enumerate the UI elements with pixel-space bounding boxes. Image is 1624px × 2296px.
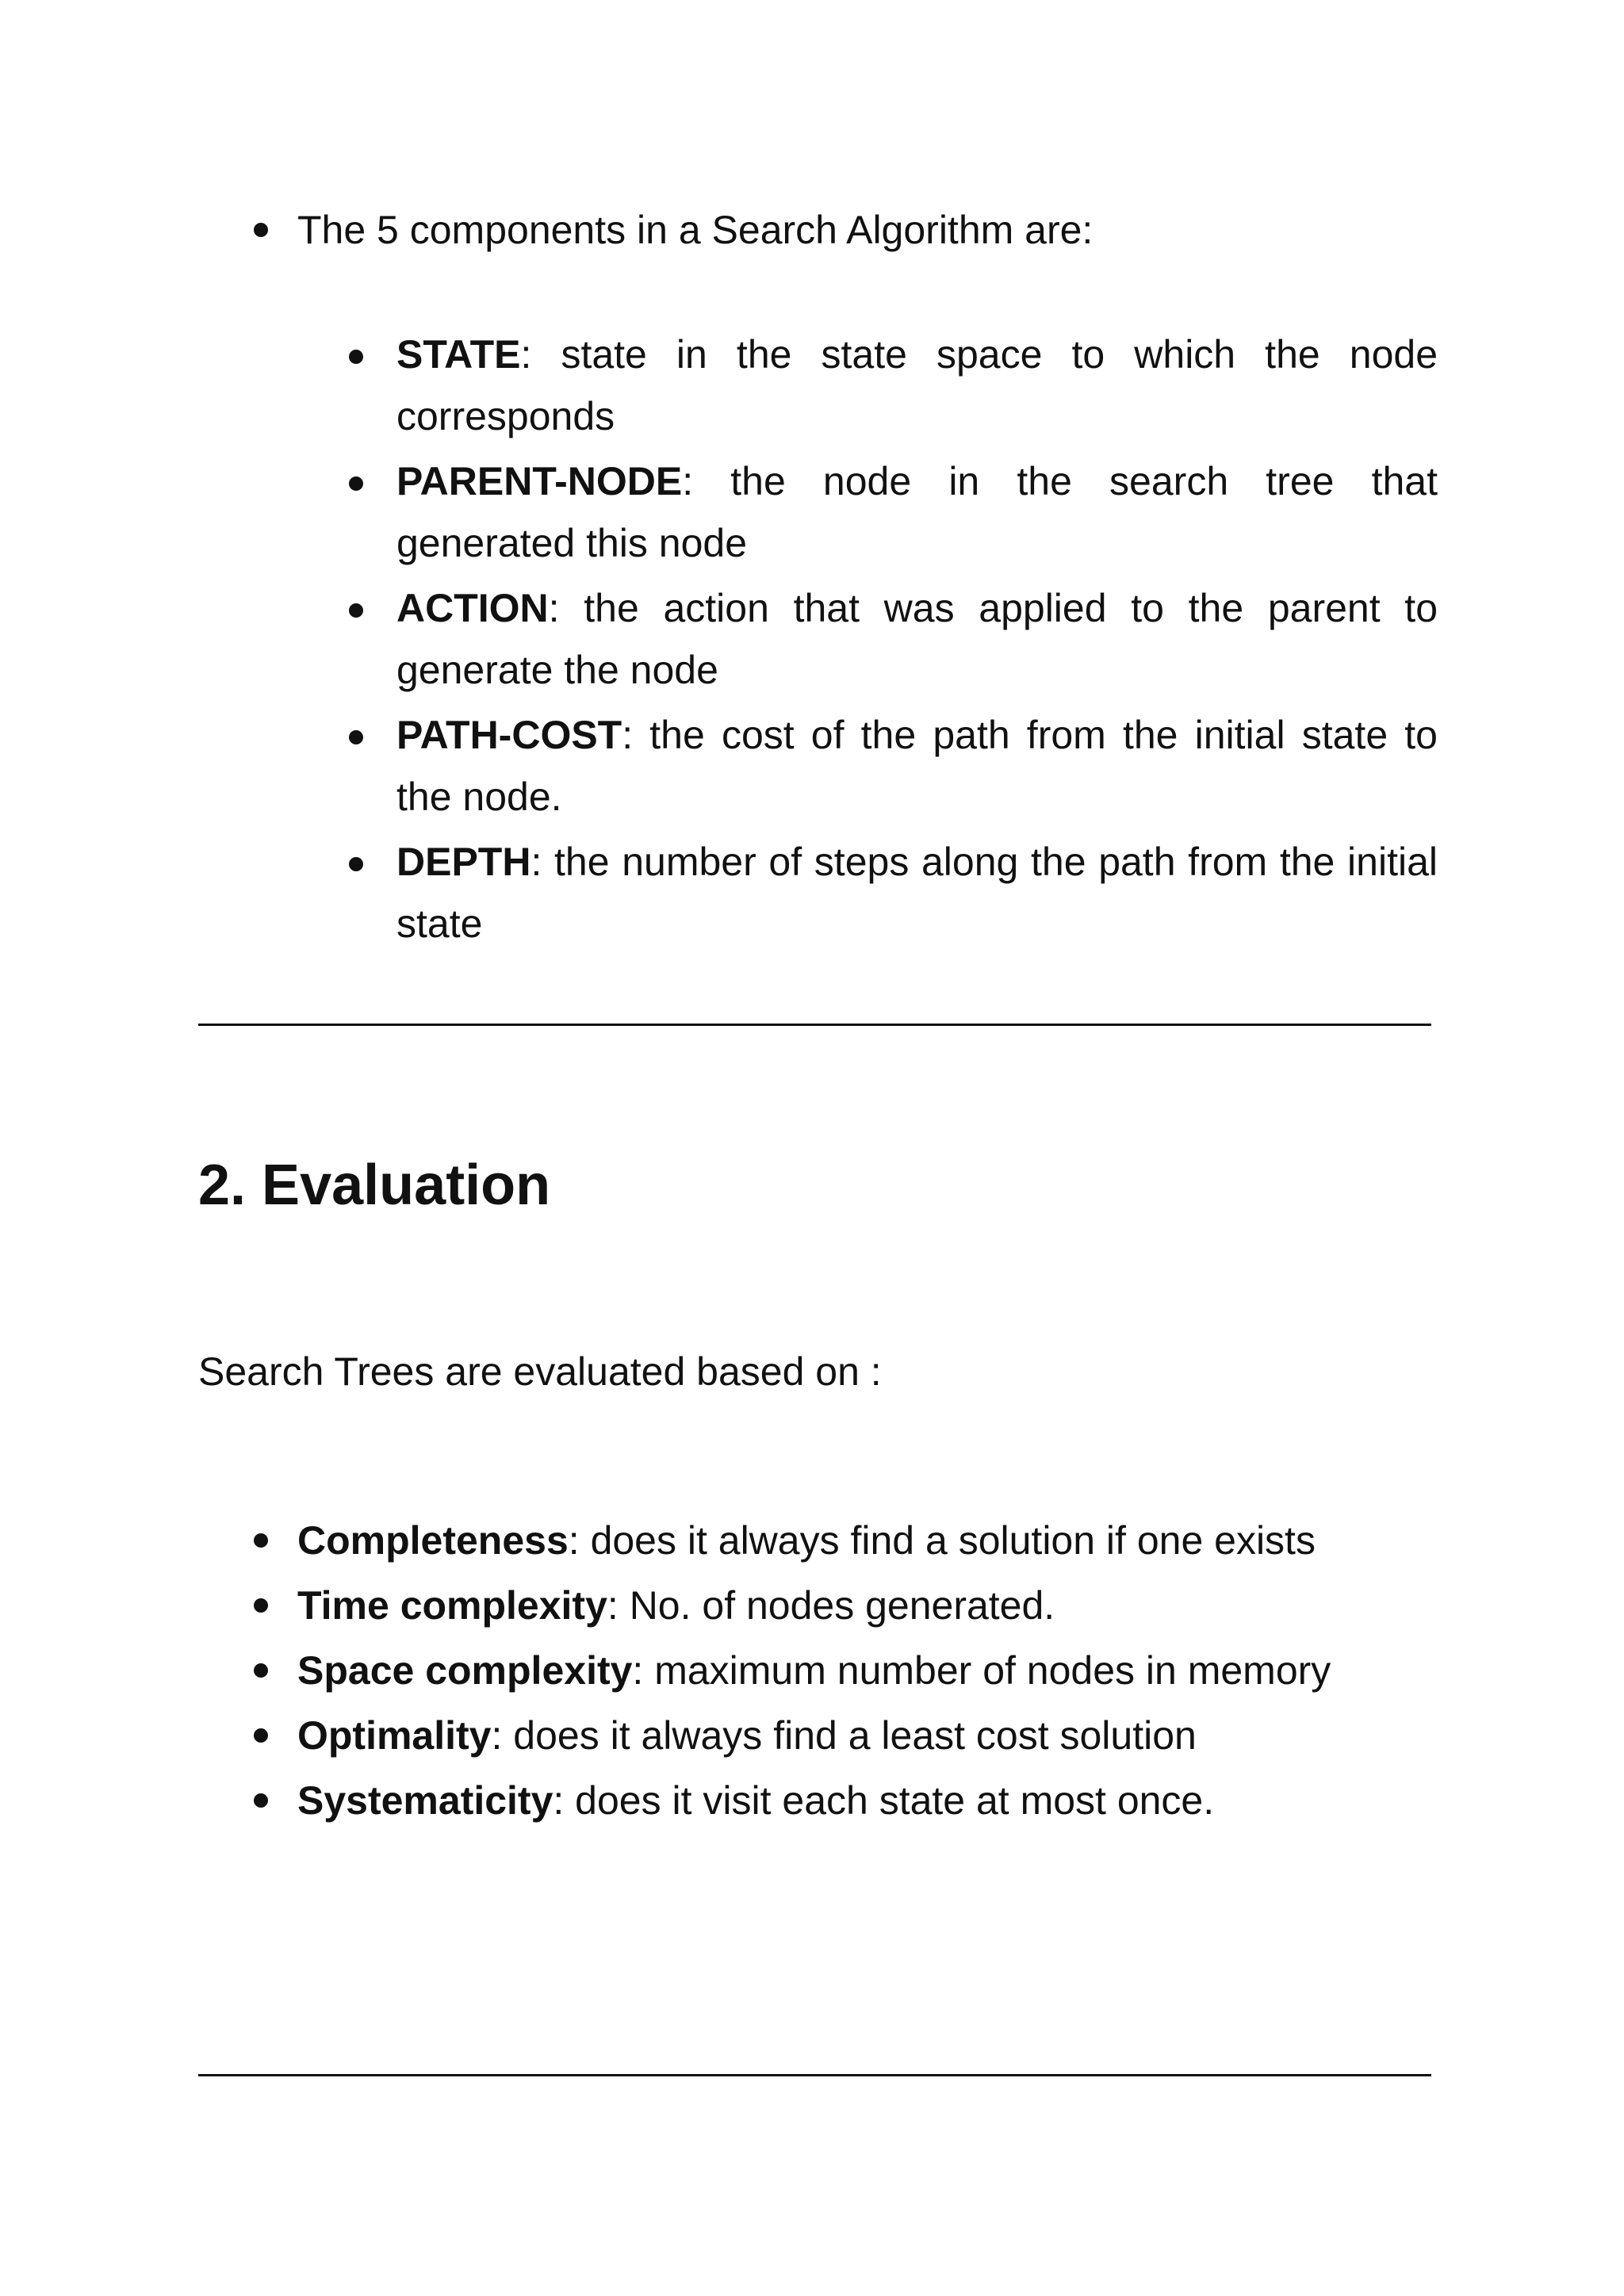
intro-bullet-text: The 5 components in a Search Algorithm are: [297,208,1094,252]
criteria-item [297,1509,1471,1572]
criteria-term: Completeness [297,1518,569,1563]
criteria-term: Time complexity [297,1583,607,1628]
bullet-icon [349,603,363,618]
criteria-desc: : maximum number of nodes in memory [632,1648,1331,1693]
criteria-item [297,1704,1471,1767]
criteria-desc: : No. of nodes generated. [607,1583,1055,1628]
component-term: ACTION [396,586,549,630]
criteria-desc: : does it always find a solution if one exists [568,1518,1316,1563]
bullet-icon [254,223,268,237]
bullet-icon [254,1598,268,1613]
bullet-icon [254,1663,268,1678]
criteria-desc: : does it always find a least cost solution [491,1713,1197,1758]
component-desc: : state in the state space to which the node corresponds [396,332,1438,438]
component-desc: : the cost of the path from the initial state to the node. [396,713,1438,819]
bullet-icon [349,857,363,871]
component-term: STATE [396,332,521,377]
criteria-item [297,1639,1471,1702]
criteria-term: Systematicity [297,1778,553,1823]
component-item [396,704,1438,828]
bullet-icon [254,1533,268,1548]
component-item [396,831,1438,955]
component-item [396,323,1438,447]
component-term: PARENT-NODE [396,459,683,503]
component-item [396,577,1438,701]
bullet-icon [349,730,363,744]
horizontal-rule [198,1024,1431,1026]
component-desc: : the number of steps along the path from the initial state [396,840,1438,946]
bullet-icon [349,476,363,491]
bullet-icon [254,1728,268,1743]
component-desc: : the node in the search tree that generated this node [396,459,1438,565]
component-item [396,450,1438,574]
criteria-term: Optimality [297,1713,492,1758]
criteria-item [297,1574,1471,1637]
section-intro-text: Search Trees are evaluated based on : [198,1349,882,1394]
bullet-icon [254,1793,268,1808]
section-heading: 2. Evaluation [198,1154,551,1217]
bullet-icon [349,350,363,364]
criteria-term: Space complexity [297,1648,633,1693]
component-desc: : the action that was applied to the parent to generate the node [396,586,1438,692]
horizontal-rule [198,2074,1431,2076]
component-term: DEPTH [396,840,531,884]
component-term: PATH-COST [396,713,622,757]
criteria-desc: : does it visit each state at most once. [553,1778,1215,1823]
criteria-item [297,1769,1471,1832]
